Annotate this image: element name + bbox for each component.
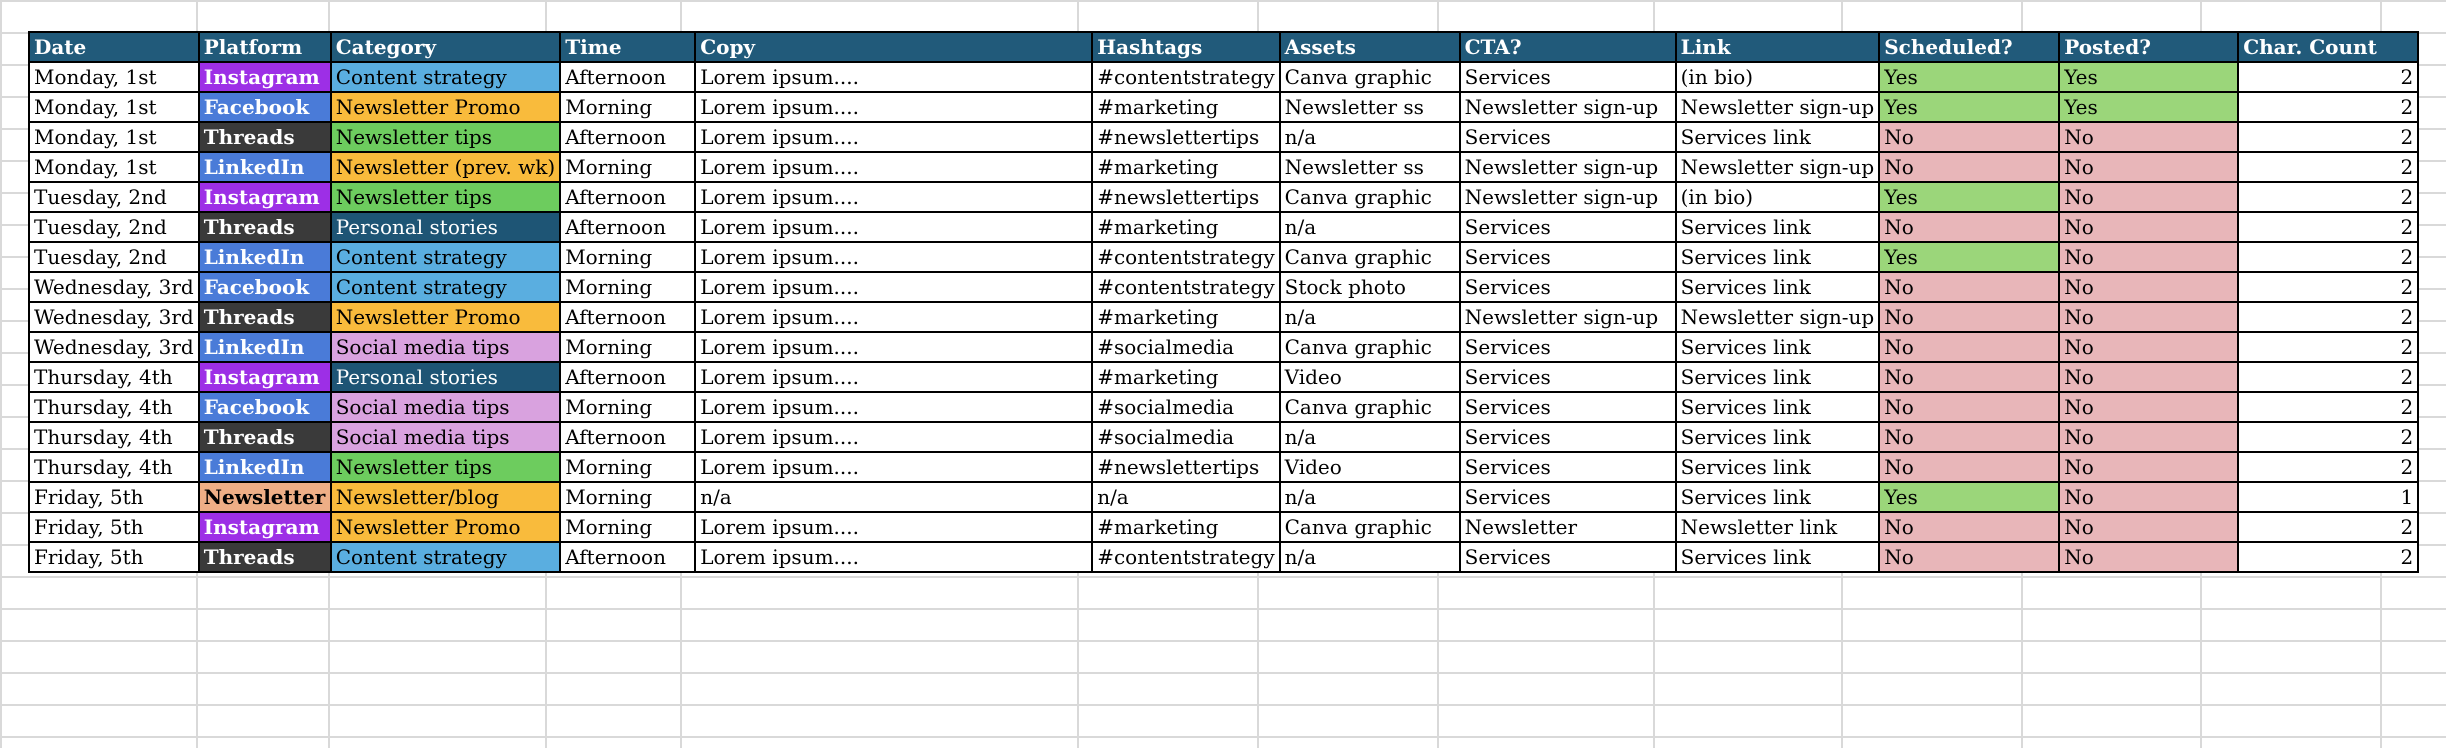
cell-assets[interactable]: Canva graphic (1280, 242, 1460, 272)
content-calendar-table (28, 31, 2419, 573)
cell-posted[interactable]: Yes (2059, 92, 2238, 122)
cell-assets[interactable]: Newsletter ss (1280, 92, 1460, 122)
cell-time[interactable]: Morning (560, 392, 695, 422)
table-row (29, 392, 2418, 422)
cell-scheduled[interactable]: Yes (1879, 182, 2059, 212)
cell-char-count[interactable]: 2 (2238, 152, 2418, 182)
cell-time[interactable]: Morning (560, 152, 695, 182)
table-row (29, 302, 2418, 332)
cell-cta[interactable]: Services (1460, 422, 1676, 452)
cell-scheduled[interactable]: No (1879, 152, 2059, 182)
cell-posted[interactable]: No (2059, 452, 2238, 482)
column-header-cta[interactable]: CTA? (1460, 32, 1676, 62)
cell-time[interactable]: Afternoon (560, 122, 695, 152)
cell-copy[interactable]: Lorem ipsum.... (695, 272, 1092, 302)
cell-scheduled[interactable]: No (1879, 512, 2059, 542)
cell-assets[interactable]: Canva graphic (1280, 332, 1460, 362)
cell-platform[interactable]: Instagram (199, 362, 331, 392)
column-header-scheduled[interactable]: Scheduled? (1879, 32, 2059, 62)
table-row (29, 332, 2418, 362)
cell-date[interactable]: Tuesday, 2nd (29, 242, 199, 272)
cell-platform[interactable]: Threads (199, 212, 331, 242)
cell-char-count[interactable]: 1 (2238, 482, 2418, 512)
cell-time[interactable]: Afternoon (560, 302, 695, 332)
cell-copy[interactable]: Lorem ipsum.... (695, 242, 1092, 272)
column-header-copy[interactable]: Copy (695, 32, 1092, 62)
cell-copy[interactable]: Lorem ipsum.... (695, 332, 1092, 362)
cell-scheduled[interactable]: No (1879, 272, 2059, 302)
cell-time[interactable]: Morning (560, 512, 695, 542)
cell-hashtags[interactable]: #newslettertips (1092, 122, 1279, 152)
cell-category[interactable]: Social media tips (331, 332, 560, 362)
column-header-platform[interactable]: Platform (199, 32, 331, 62)
cell-time[interactable]: Afternoon (560, 62, 695, 92)
cell-date[interactable]: Wednesday, 3rd (29, 332, 199, 362)
cell-cta[interactable]: Services (1460, 242, 1676, 272)
cell-assets[interactable]: Canva graphic (1280, 62, 1460, 92)
cell-platform[interactable]: Threads (199, 542, 331, 572)
cell-char-count[interactable]: 2 (2238, 452, 2418, 482)
cell-date[interactable]: Monday, 1st (29, 152, 199, 182)
column-header-date[interactable]: Date (29, 32, 199, 62)
cell-category[interactable]: Content strategy (331, 242, 560, 272)
table-row (29, 62, 2418, 92)
cell-category[interactable]: Newsletter/blog (331, 482, 560, 512)
cell-platform[interactable]: Newsletter (199, 482, 331, 512)
cell-platform[interactable]: Threads (199, 422, 331, 452)
column-header-time[interactable]: Time (560, 32, 695, 62)
cell-category[interactable]: Newsletter tips (331, 122, 560, 152)
cell-link[interactable]: Services link (1676, 422, 1880, 452)
table-row (29, 452, 2418, 482)
cell-scheduled[interactable]: Yes (1879, 242, 2059, 272)
cell-posted[interactable]: No (2059, 302, 2238, 332)
table-row (29, 242, 2418, 272)
cell-hashtags[interactable]: #contentstrategy (1092, 62, 1279, 92)
cell-posted[interactable]: No (2059, 212, 2238, 242)
cell-hashtags[interactable]: #marketing (1092, 92, 1279, 122)
cell-category[interactable]: Personal stories (331, 362, 560, 392)
cell-time[interactable]: Morning (560, 272, 695, 302)
cell-category[interactable]: Newsletter Promo (331, 512, 560, 542)
cell-posted[interactable]: No (2059, 182, 2238, 212)
cell-cta[interactable]: Newsletter sign-up (1460, 92, 1676, 122)
cell-time[interactable]: Morning (560, 332, 695, 362)
cell-scheduled[interactable]: No (1879, 392, 2059, 422)
cell-category[interactable]: Content strategy (331, 272, 560, 302)
cell-scheduled[interactable]: No (1879, 422, 2059, 452)
table-row (29, 152, 2418, 182)
cell-time[interactable]: Morning (560, 92, 695, 122)
table-row (29, 122, 2418, 152)
cell-scheduled[interactable]: No (1879, 542, 2059, 572)
cell-category[interactable]: Personal stories (331, 212, 560, 242)
column-header-category[interactable]: Category (331, 32, 560, 62)
cell-assets[interactable]: Canva graphic (1280, 392, 1460, 422)
cell-copy[interactable]: Lorem ipsum.... (695, 512, 1092, 542)
column-header-hashtags[interactable]: Hashtags (1092, 32, 1279, 62)
cell-time[interactable]: Afternoon (560, 422, 695, 452)
cell-date[interactable]: Tuesday, 2nd (29, 212, 199, 242)
cell-date[interactable]: Friday, 5th (29, 542, 199, 572)
cell-assets[interactable]: n/a (1280, 122, 1460, 152)
cell-cta[interactable]: Services (1460, 272, 1676, 302)
cell-time[interactable]: Afternoon (560, 212, 695, 242)
table-row (29, 482, 2418, 512)
cell-cta[interactable]: Services (1460, 452, 1676, 482)
cell-platform[interactable]: LinkedIn (199, 332, 331, 362)
cell-scheduled[interactable]: No (1879, 332, 2059, 362)
cell-date[interactable]: Thursday, 4th (29, 392, 199, 422)
table-body (29, 62, 2418, 572)
column-header-char-count[interactable]: Char. Count (2238, 32, 2418, 62)
cell-category[interactable]: Social media tips (331, 392, 560, 422)
cell-category[interactable]: Newsletter Promo (331, 302, 560, 332)
cell-date[interactable]: Monday, 1st (29, 62, 199, 92)
cell-cta[interactable]: Services (1460, 122, 1676, 152)
cell-copy[interactable]: Lorem ipsum.... (695, 122, 1092, 152)
cell-category[interactable]: Content strategy (331, 62, 560, 92)
cell-assets[interactable]: n/a (1280, 482, 1460, 512)
cell-platform[interactable]: Facebook (199, 392, 331, 422)
cell-copy[interactable]: Lorem ipsum.... (695, 362, 1092, 392)
cell-hashtags[interactable]: #contentstrategy (1092, 542, 1279, 572)
cell-link[interactable]: Services link (1676, 452, 1880, 482)
cell-time[interactable]: Morning (560, 482, 695, 512)
cell-date[interactable]: Friday, 5th (29, 482, 199, 512)
cell-platform[interactable]: Facebook (199, 272, 331, 302)
column-header-posted[interactable]: Posted? (2059, 32, 2238, 62)
cell-scheduled[interactable]: No (1879, 452, 2059, 482)
cell-assets[interactable]: Video (1280, 362, 1460, 392)
cell-date[interactable]: Friday, 5th (29, 512, 199, 542)
cell-hashtags[interactable]: #socialmedia (1092, 392, 1279, 422)
cell-char-count[interactable]: 2 (2238, 542, 2418, 572)
cell-category[interactable]: Newsletter Promo (331, 92, 560, 122)
cell-hashtags[interactable]: #contentstrategy (1092, 272, 1279, 302)
cell-posted[interactable]: No (2059, 152, 2238, 182)
cell-link[interactable]: Newsletter sign-up (1676, 302, 1880, 332)
cell-assets[interactable]: Video (1280, 452, 1460, 482)
cell-scheduled[interactable]: No (1879, 212, 2059, 242)
cell-link[interactable]: Services link (1676, 542, 1880, 572)
cell-assets[interactable]: n/a (1280, 302, 1460, 332)
cell-cta[interactable]: Services (1460, 212, 1676, 242)
cell-time[interactable]: Morning (560, 242, 695, 272)
cell-posted[interactable]: Yes (2059, 62, 2238, 92)
cell-assets[interactable]: n/a (1280, 212, 1460, 242)
cell-scheduled[interactable]: No (1879, 362, 2059, 392)
cell-link[interactable]: (in bio) (1676, 182, 1880, 212)
cell-copy[interactable]: Lorem ipsum.... (695, 452, 1092, 482)
cell-char-count[interactable]: 2 (2238, 62, 2418, 92)
cell-assets[interactable]: Canva graphic (1280, 182, 1460, 212)
cell-posted[interactable]: No (2059, 242, 2238, 272)
cell-platform[interactable]: LinkedIn (199, 152, 331, 182)
cell-hashtags[interactable]: n/a (1092, 482, 1279, 512)
cell-copy[interactable]: n/a (695, 482, 1092, 512)
cell-char-count[interactable]: 2 (2238, 92, 2418, 122)
cell-cta[interactable]: Newsletter sign-up (1460, 302, 1676, 332)
cell-hashtags[interactable]: #marketing (1092, 152, 1279, 182)
cell-assets[interactable]: Stock photo (1280, 272, 1460, 302)
cell-link[interactable]: Services link (1676, 392, 1880, 422)
column-header-assets[interactable]: Assets (1280, 32, 1460, 62)
table-row (29, 212, 2418, 242)
cell-link[interactable]: Services link (1676, 332, 1880, 362)
cell-copy[interactable]: Lorem ipsum.... (695, 182, 1092, 212)
cell-time[interactable]: Afternoon (560, 182, 695, 212)
cell-char-count[interactable]: 2 (2238, 212, 2418, 242)
cell-platform[interactable]: Threads (199, 122, 331, 152)
cell-scheduled[interactable]: No (1879, 302, 2059, 332)
cell-copy[interactable]: Lorem ipsum.... (695, 152, 1092, 182)
cell-char-count[interactable]: 2 (2238, 272, 2418, 302)
cell-platform[interactable]: Facebook (199, 92, 331, 122)
cell-scheduled[interactable]: No (1879, 122, 2059, 152)
table-row (29, 512, 2418, 542)
cell-date[interactable]: Thursday, 4th (29, 422, 199, 452)
cell-link[interactable]: Services link (1676, 242, 1880, 272)
cell-copy[interactable]: Lorem ipsum.... (695, 62, 1092, 92)
cell-date[interactable]: Wednesday, 3rd (29, 302, 199, 332)
cell-posted[interactable]: No (2059, 542, 2238, 572)
cell-hashtags[interactable]: #marketing (1092, 212, 1279, 242)
cell-char-count[interactable]: 2 (2238, 392, 2418, 422)
cell-assets[interactable]: Canva graphic (1280, 512, 1460, 542)
cell-link[interactable]: Services link (1676, 122, 1880, 152)
table-row (29, 272, 2418, 302)
cell-char-count[interactable]: 2 (2238, 302, 2418, 332)
cell-time[interactable]: Afternoon (560, 542, 695, 572)
cell-link[interactable]: Newsletter sign-up (1676, 152, 1880, 182)
cell-posted[interactable]: No (2059, 272, 2238, 302)
cell-cta[interactable]: Services (1460, 392, 1676, 422)
cell-scheduled[interactable]: Yes (1879, 482, 2059, 512)
cell-platform[interactable]: Threads (199, 302, 331, 332)
table-row (29, 92, 2418, 122)
cell-assets[interactable]: n/a (1280, 422, 1460, 452)
cell-copy[interactable]: Lorem ipsum.... (695, 422, 1092, 452)
cell-time[interactable]: Morning (560, 452, 695, 482)
cell-cta[interactable]: Services (1460, 332, 1676, 362)
cell-hashtags[interactable]: #marketing (1092, 302, 1279, 332)
cell-copy[interactable]: Lorem ipsum.... (695, 92, 1092, 122)
cell-hashtags[interactable]: #newslettertips (1092, 452, 1279, 482)
table-row (29, 362, 2418, 392)
cell-link[interactable]: Services link (1676, 482, 1880, 512)
cell-link[interactable]: Services link (1676, 212, 1880, 242)
cell-link[interactable]: Services link (1676, 272, 1880, 302)
cell-cta[interactable]: Services (1460, 362, 1676, 392)
cell-char-count[interactable]: 2 (2238, 422, 2418, 452)
cell-category[interactable]: Content strategy (331, 542, 560, 572)
cell-cta[interactable]: Services (1460, 542, 1676, 572)
cell-link[interactable]: Newsletter sign-up (1676, 92, 1880, 122)
cell-date[interactable]: Monday, 1st (29, 92, 199, 122)
cell-hashtags[interactable]: #marketing (1092, 362, 1279, 392)
cell-posted[interactable]: No (2059, 332, 2238, 362)
cell-date[interactable]: Monday, 1st (29, 122, 199, 152)
cell-posted[interactable]: No (2059, 482, 2238, 512)
cell-hashtags[interactable]: #socialmedia (1092, 422, 1279, 452)
cell-posted[interactable]: No (2059, 392, 2238, 422)
cell-link[interactable]: (in bio) (1676, 62, 1880, 92)
cell-date[interactable]: Thursday, 4th (29, 452, 199, 482)
table-row (29, 542, 2418, 572)
cell-char-count[interactable]: 2 (2238, 182, 2418, 212)
table-row (29, 182, 2418, 212)
cell-posted[interactable]: No (2059, 422, 2238, 452)
cell-scheduled[interactable]: Yes (1879, 62, 2059, 92)
table-row (29, 422, 2418, 452)
cell-cta[interactable]: Newsletter sign-up (1460, 152, 1676, 182)
cell-platform[interactable]: LinkedIn (199, 242, 331, 272)
cell-char-count[interactable]: 2 (2238, 362, 2418, 392)
cell-copy[interactable]: Lorem ipsum.... (695, 302, 1092, 332)
cell-char-count[interactable]: 2 (2238, 122, 2418, 152)
cell-scheduled[interactable]: Yes (1879, 92, 2059, 122)
cell-category[interactable]: Newsletter tips (331, 452, 560, 482)
header-row (29, 32, 2418, 62)
cell-hashtags[interactable]: #newslettertips (1092, 182, 1279, 212)
cell-category[interactable]: Newsletter tips (331, 182, 560, 212)
cell-platform[interactable]: Instagram (199, 512, 331, 542)
cell-assets[interactable]: Newsletter ss (1280, 152, 1460, 182)
cell-hashtags[interactable]: #marketing (1092, 512, 1279, 542)
cell-assets[interactable]: n/a (1280, 542, 1460, 572)
cell-posted[interactable]: No (2059, 362, 2238, 392)
cell-posted[interactable]: No (2059, 512, 2238, 542)
cell-category[interactable]: Newsletter (prev. wk) (331, 152, 560, 182)
cell-copy[interactable]: Lorem ipsum.... (695, 212, 1092, 242)
cell-char-count[interactable]: 2 (2238, 332, 2418, 362)
cell-category[interactable]: Social media tips (331, 422, 560, 452)
cell-date[interactable]: Tuesday, 2nd (29, 182, 199, 212)
cell-copy[interactable]: Lorem ipsum.... (695, 392, 1092, 422)
cell-date[interactable]: Thursday, 4th (29, 362, 199, 392)
cell-link[interactable]: Services link (1676, 362, 1880, 392)
cell-date[interactable]: Wednesday, 3rd (29, 272, 199, 302)
column-header-link[interactable]: Link (1676, 32, 1880, 62)
cell-hashtags[interactable]: #socialmedia (1092, 332, 1279, 362)
cell-char-count[interactable]: 2 (2238, 242, 2418, 272)
cell-cta[interactable]: Services (1460, 482, 1676, 512)
cell-cta[interactable]: Services (1460, 62, 1676, 92)
cell-copy[interactable]: Lorem ipsum.... (695, 542, 1092, 572)
cell-cta[interactable]: Newsletter (1460, 512, 1676, 542)
cell-posted[interactable]: No (2059, 122, 2238, 152)
cell-char-count[interactable]: 2 (2238, 512, 2418, 542)
cell-cta[interactable]: Newsletter sign-up (1460, 182, 1676, 212)
cell-platform[interactable]: LinkedIn (199, 452, 331, 482)
cell-time[interactable]: Afternoon (560, 362, 695, 392)
cell-platform[interactable]: Instagram (199, 182, 331, 212)
cell-hashtags[interactable]: #contentstrategy (1092, 242, 1279, 272)
cell-platform[interactable]: Instagram (199, 62, 331, 92)
cell-link[interactable]: Newsletter link (1676, 512, 1880, 542)
